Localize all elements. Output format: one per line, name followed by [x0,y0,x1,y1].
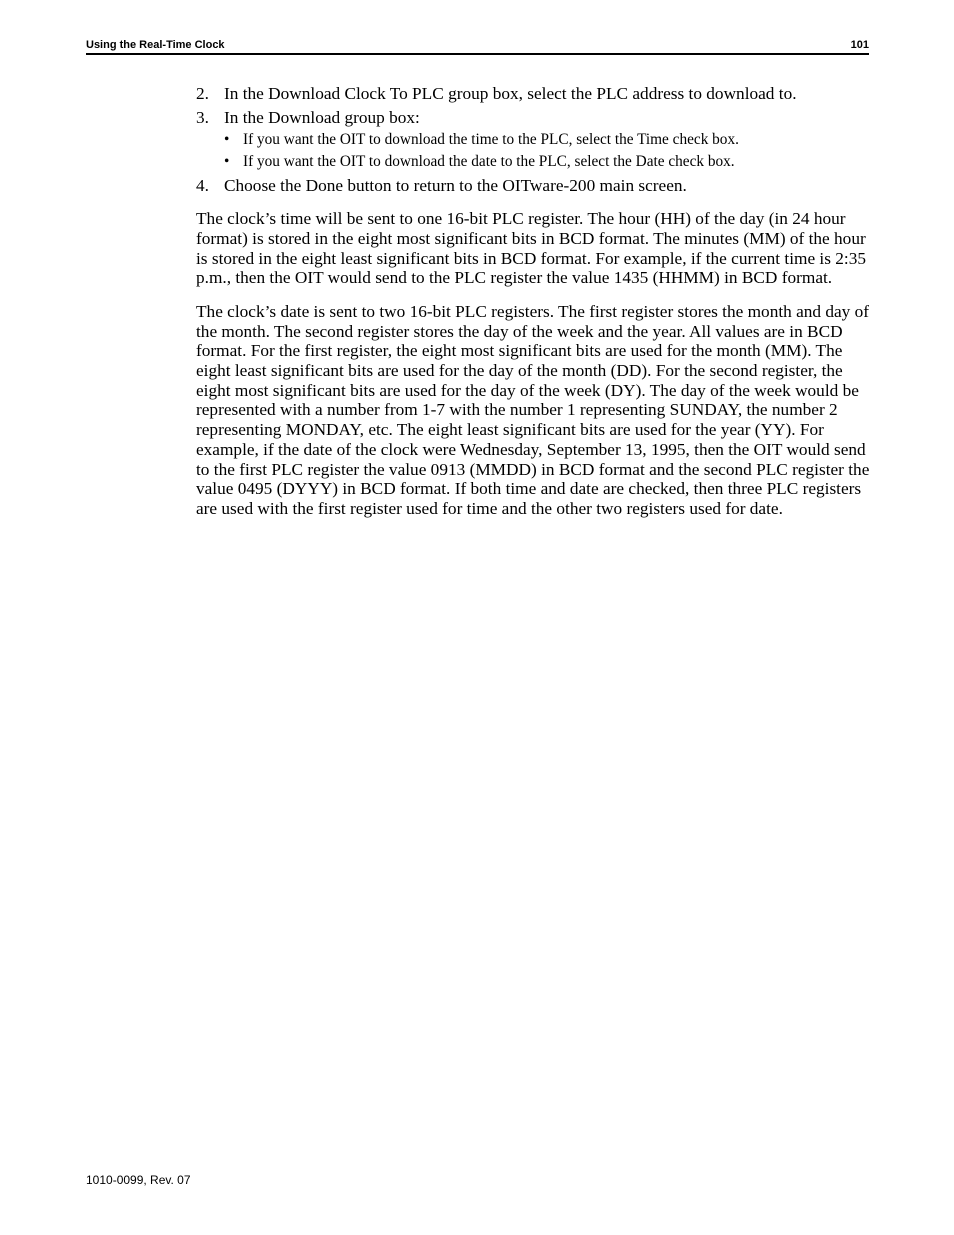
bullet-marker: • [224,131,230,149]
step-number: 3. [196,107,209,127]
step-text: In the Download Clock To PLC group box, select the PLC address to download to. [224,84,797,103]
body-paragraph: The clock’s time will be sent to one 16-bit PLC register. The hour (HH) of the day (in 24 hour format) is stored in the eight most significant bits in BCD format. The minutes (MM) of the hour is stored in the eight least significant bits in BCD format. For example, if the current time is 2:35 p.m., then the OIT would send to the PLC register the value 1435 (HHMM) in BCD format. [196,209,867,288]
page-footer [86,1173,191,1187]
step-item [196,176,872,196]
step-number: 2. [196,84,209,103]
step-text: Choose the Done button to return to the OITware-200 main screen. [224,176,687,196]
step-item [196,108,872,128]
bullet-list [196,129,872,173]
page-number: 101 [850,39,869,51]
section-title: Using the Real-Time Clock [86,39,225,51]
body-paragraph: The clock’s date is sent to two 16-bit PLC registers. The first register stores the month and day of the month. The second register stores the day of the week and the year. All values are in BCD format. For the first register, the eight most significant bits are used for the month (MM). The eight least significant bits are used for the day of the month (DD). For the second register, the eight most significant bits are used for the day of the week (DY). The day of the week would be represented with a number from 1-7 with the number 1 representing SUNDAY, the number 2 representing MONDAY, etc. The eight least significant bits are used for the year (YY). For example, if the date of the clock were Wednesday, September 13, 1995, then the OIT would send to the first PLC register the value 0913 (MMDD) in BCD format and the second PLC register the value 0495 (DYYY) in BCD format. If both time and date are checked, then three PLC registers are used with the first register used for time and the other two registers used for date. [196,301,870,518]
step-item [196,84,872,104]
bullet-item [196,129,872,151]
bullet-item [196,151,872,173]
step-text: In the Download group box: [224,107,420,127]
page-body [196,84,872,519]
step-number: 4. [196,176,209,196]
page-header [86,38,869,55]
document-revision: 1010-0099, Rev. 07 [86,1173,191,1187]
bullet-marker: • [224,153,230,171]
bullet-text: If you want the OIT to download the time to the PLC, select the Time check box. [243,131,739,149]
bullet-text: If you want the OIT to download the date to the PLC, select the Date check box. [243,153,735,171]
